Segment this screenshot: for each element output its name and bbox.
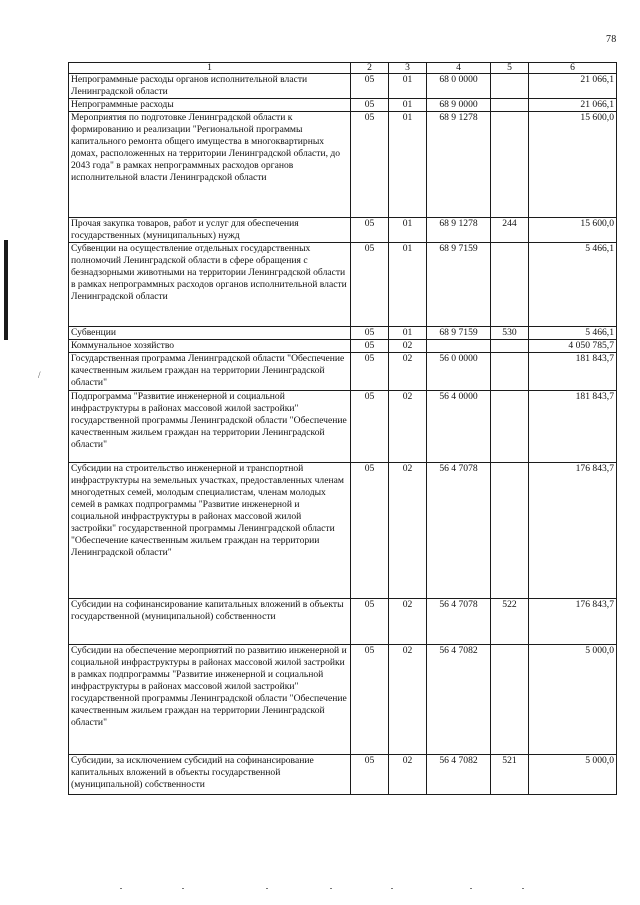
row-c3-cell: 01 xyxy=(389,327,427,340)
table-row xyxy=(69,755,617,795)
row-c2-cell: 05 xyxy=(351,99,389,112)
header-cell-4: 4 xyxy=(427,63,491,74)
row-c3-cell: 01 xyxy=(389,243,427,327)
row-c4-cell xyxy=(427,340,491,353)
row-c6-cell: 5 000,0 xyxy=(529,645,617,755)
table-row xyxy=(69,218,617,243)
row-c4-cell: 68 9 7159 xyxy=(427,243,491,327)
row-name-cell: Субвенции xyxy=(69,327,351,340)
row-c4-cell: 56 4 7082 xyxy=(427,645,491,755)
row-name-cell: Подпрограмма "Развитие инженерной и социальной инфраструктуры в районах массовой жилой застройки" государственной программы Ленинградской области "Обеспечение качественным жильем граждан на территории Ленинградской области" xyxy=(69,391,351,463)
row-c2-cell: 05 xyxy=(351,463,389,599)
row-c5-cell xyxy=(491,99,529,112)
row-c2-cell: 05 xyxy=(351,599,389,645)
row-c5-cell xyxy=(491,353,529,391)
row-c4-cell: 68 9 1278 xyxy=(427,218,491,243)
row-c5-cell: 521 xyxy=(491,755,529,795)
row-c6-cell: 4 050 785,7 xyxy=(529,340,617,353)
row-c2-cell: 05 xyxy=(351,645,389,755)
row-c6-cell: 21 066,1 xyxy=(529,74,617,99)
page-number: 78 xyxy=(606,34,617,45)
row-c3-cell: 02 xyxy=(389,755,427,795)
row-c5-cell: 244 xyxy=(491,218,529,243)
row-c4-cell: 56 0 0000 xyxy=(427,353,491,391)
row-c2-cell: 05 xyxy=(351,74,389,99)
row-c5-cell xyxy=(491,74,529,99)
row-name-cell: Непрограммные расходы xyxy=(69,99,351,112)
row-c3-cell: 01 xyxy=(389,218,427,243)
row-name-cell: Субсидии на софинансирование капитальных вложений в объекты государственной (муниципальной) собственности xyxy=(69,599,351,645)
row-c2-cell: 05 xyxy=(351,391,389,463)
row-c2-cell: 05 xyxy=(351,327,389,340)
row-c5-cell xyxy=(491,112,529,218)
table-row xyxy=(69,327,617,340)
row-c2-cell: 05 xyxy=(351,340,389,353)
row-name-cell: Мероприятия по подготовке Ленинградской области к формированию и реализации "Региональной программы капитального ремонта общего имущества в многоквартирных домах, расположенных на территории Ленинградской области, до 2043 года" в рамках непрограммных расходов органов исполнительной власти Ленинградской области xyxy=(69,112,351,218)
row-name-cell: Субсидии на обеспечение мероприятий по развитию инженерной и социальной инфраструктуры в районах массовой жилой застройки в рамках подпрограммы "Развитие инженерной и социальной инфраструктуры в районах массовой жилой застройки" государственной программы Ленинградской области "Обеспечение качественным жильем граждан на территории Ленинградской области" xyxy=(69,645,351,755)
row-c6-cell: 181 843,7 xyxy=(529,391,617,463)
row-c2-cell: 05 xyxy=(351,112,389,218)
row-c3-cell: 02 xyxy=(389,599,427,645)
scan-footer-specks xyxy=(0,888,640,898)
scan-artifact-mark: / xyxy=(38,370,41,380)
row-c4-cell: 56 4 7078 xyxy=(427,463,491,599)
row-c5-cell xyxy=(491,645,529,755)
row-c4-cell: 56 4 0000 xyxy=(427,391,491,463)
row-c5-cell xyxy=(491,391,529,463)
row-c3-cell: 02 xyxy=(389,340,427,353)
row-name-cell: Непрограммные расходы органов исполнительной власти Ленинградской области xyxy=(69,74,351,99)
row-c6-cell: 181 843,7 xyxy=(529,353,617,391)
row-name-cell: Субвенции на осуществление отдельных государственных полномочий Ленинградской области в сфере обращения с безнадзорными животными на территории Ленинградской области в рамках непрограммных расходов органов исполнительной власти Ленинградской области xyxy=(69,243,351,327)
row-name-cell: Субсидии, за исключением субсидий на софинансирование капитальных вложений в объекты государственной (муниципальной) собственности xyxy=(69,755,351,795)
row-c2-cell: 05 xyxy=(351,218,389,243)
row-c5-cell: 522 xyxy=(491,599,529,645)
row-c5-cell: 530 xyxy=(491,327,529,340)
row-c6-cell: 15 600,0 xyxy=(529,218,617,243)
budget-table xyxy=(68,62,617,795)
row-c3-cell: 02 xyxy=(389,353,427,391)
header-cell-5: 5 xyxy=(491,63,529,74)
table-row xyxy=(69,353,617,391)
row-c4-cell: 56 4 7078 xyxy=(427,599,491,645)
binding-mark xyxy=(4,240,8,340)
row-c3-cell: 01 xyxy=(389,112,427,218)
table-row xyxy=(69,463,617,599)
row-c3-cell: 02 xyxy=(389,463,427,599)
row-c6-cell: 5 000,0 xyxy=(529,755,617,795)
row-c4-cell: 68 9 7159 xyxy=(427,327,491,340)
table-row xyxy=(69,391,617,463)
row-c6-cell: 5 466,1 xyxy=(529,327,617,340)
row-c4-cell: 68 9 1278 xyxy=(427,112,491,218)
row-name-cell: Государственная программа Ленинградской области "Обеспечение качественным жильем граждан на территории Ленинградской области" xyxy=(69,353,351,391)
header-cell-3: 3 xyxy=(389,63,427,74)
table-body xyxy=(69,74,617,795)
header-cell-6: 6 xyxy=(529,63,617,74)
row-c4-cell: 68 0 0000 xyxy=(427,74,491,99)
table-row xyxy=(69,74,617,99)
row-c5-cell xyxy=(491,340,529,353)
table-row xyxy=(69,99,617,112)
header-cell-2: 2 xyxy=(351,63,389,74)
row-c4-cell: 56 4 7082 xyxy=(427,755,491,795)
row-c6-cell: 176 843,7 xyxy=(529,599,617,645)
row-c5-cell xyxy=(491,243,529,327)
table-row xyxy=(69,645,617,755)
row-c6-cell: 15 600,0 xyxy=(529,112,617,218)
row-name-cell: Коммунальное хозяйство xyxy=(69,340,351,353)
row-c3-cell: 01 xyxy=(389,74,427,99)
row-c2-cell: 05 xyxy=(351,243,389,327)
row-c2-cell: 05 xyxy=(351,353,389,391)
row-c2-cell: 05 xyxy=(351,755,389,795)
table-header-row xyxy=(69,63,617,74)
row-c6-cell: 176 843,7 xyxy=(529,463,617,599)
row-c6-cell: 21 066,1 xyxy=(529,99,617,112)
table-row xyxy=(69,340,617,353)
row-c3-cell: 02 xyxy=(389,391,427,463)
row-c3-cell: 01 xyxy=(389,99,427,112)
table-row xyxy=(69,112,617,218)
row-c6-cell: 5 466,1 xyxy=(529,243,617,327)
row-name-cell: Прочая закупка товаров, работ и услуг для обеспечения государственных (муниципальных) нужд xyxy=(69,218,351,243)
row-c4-cell: 68 9 0000 xyxy=(427,99,491,112)
header-cell-1: 1 xyxy=(69,63,351,74)
table-row xyxy=(69,243,617,327)
row-c5-cell xyxy=(491,463,529,599)
row-name-cell: Субсидии на строительство инженерной и транспортной инфраструктуры на земельных участках, предоставленных членам многодетных семей, молодым специалистам, членам молодых семей в рамках подпрограммы "Развитие инженерной и социальной инфраструктуры в районах массовой жилой застройки" государственной программы Ленинградской области "Обеспечение качественным жильем граждан на территории Ленинградской области" xyxy=(69,463,351,599)
row-c3-cell: 02 xyxy=(389,645,427,755)
table-row xyxy=(69,599,617,645)
